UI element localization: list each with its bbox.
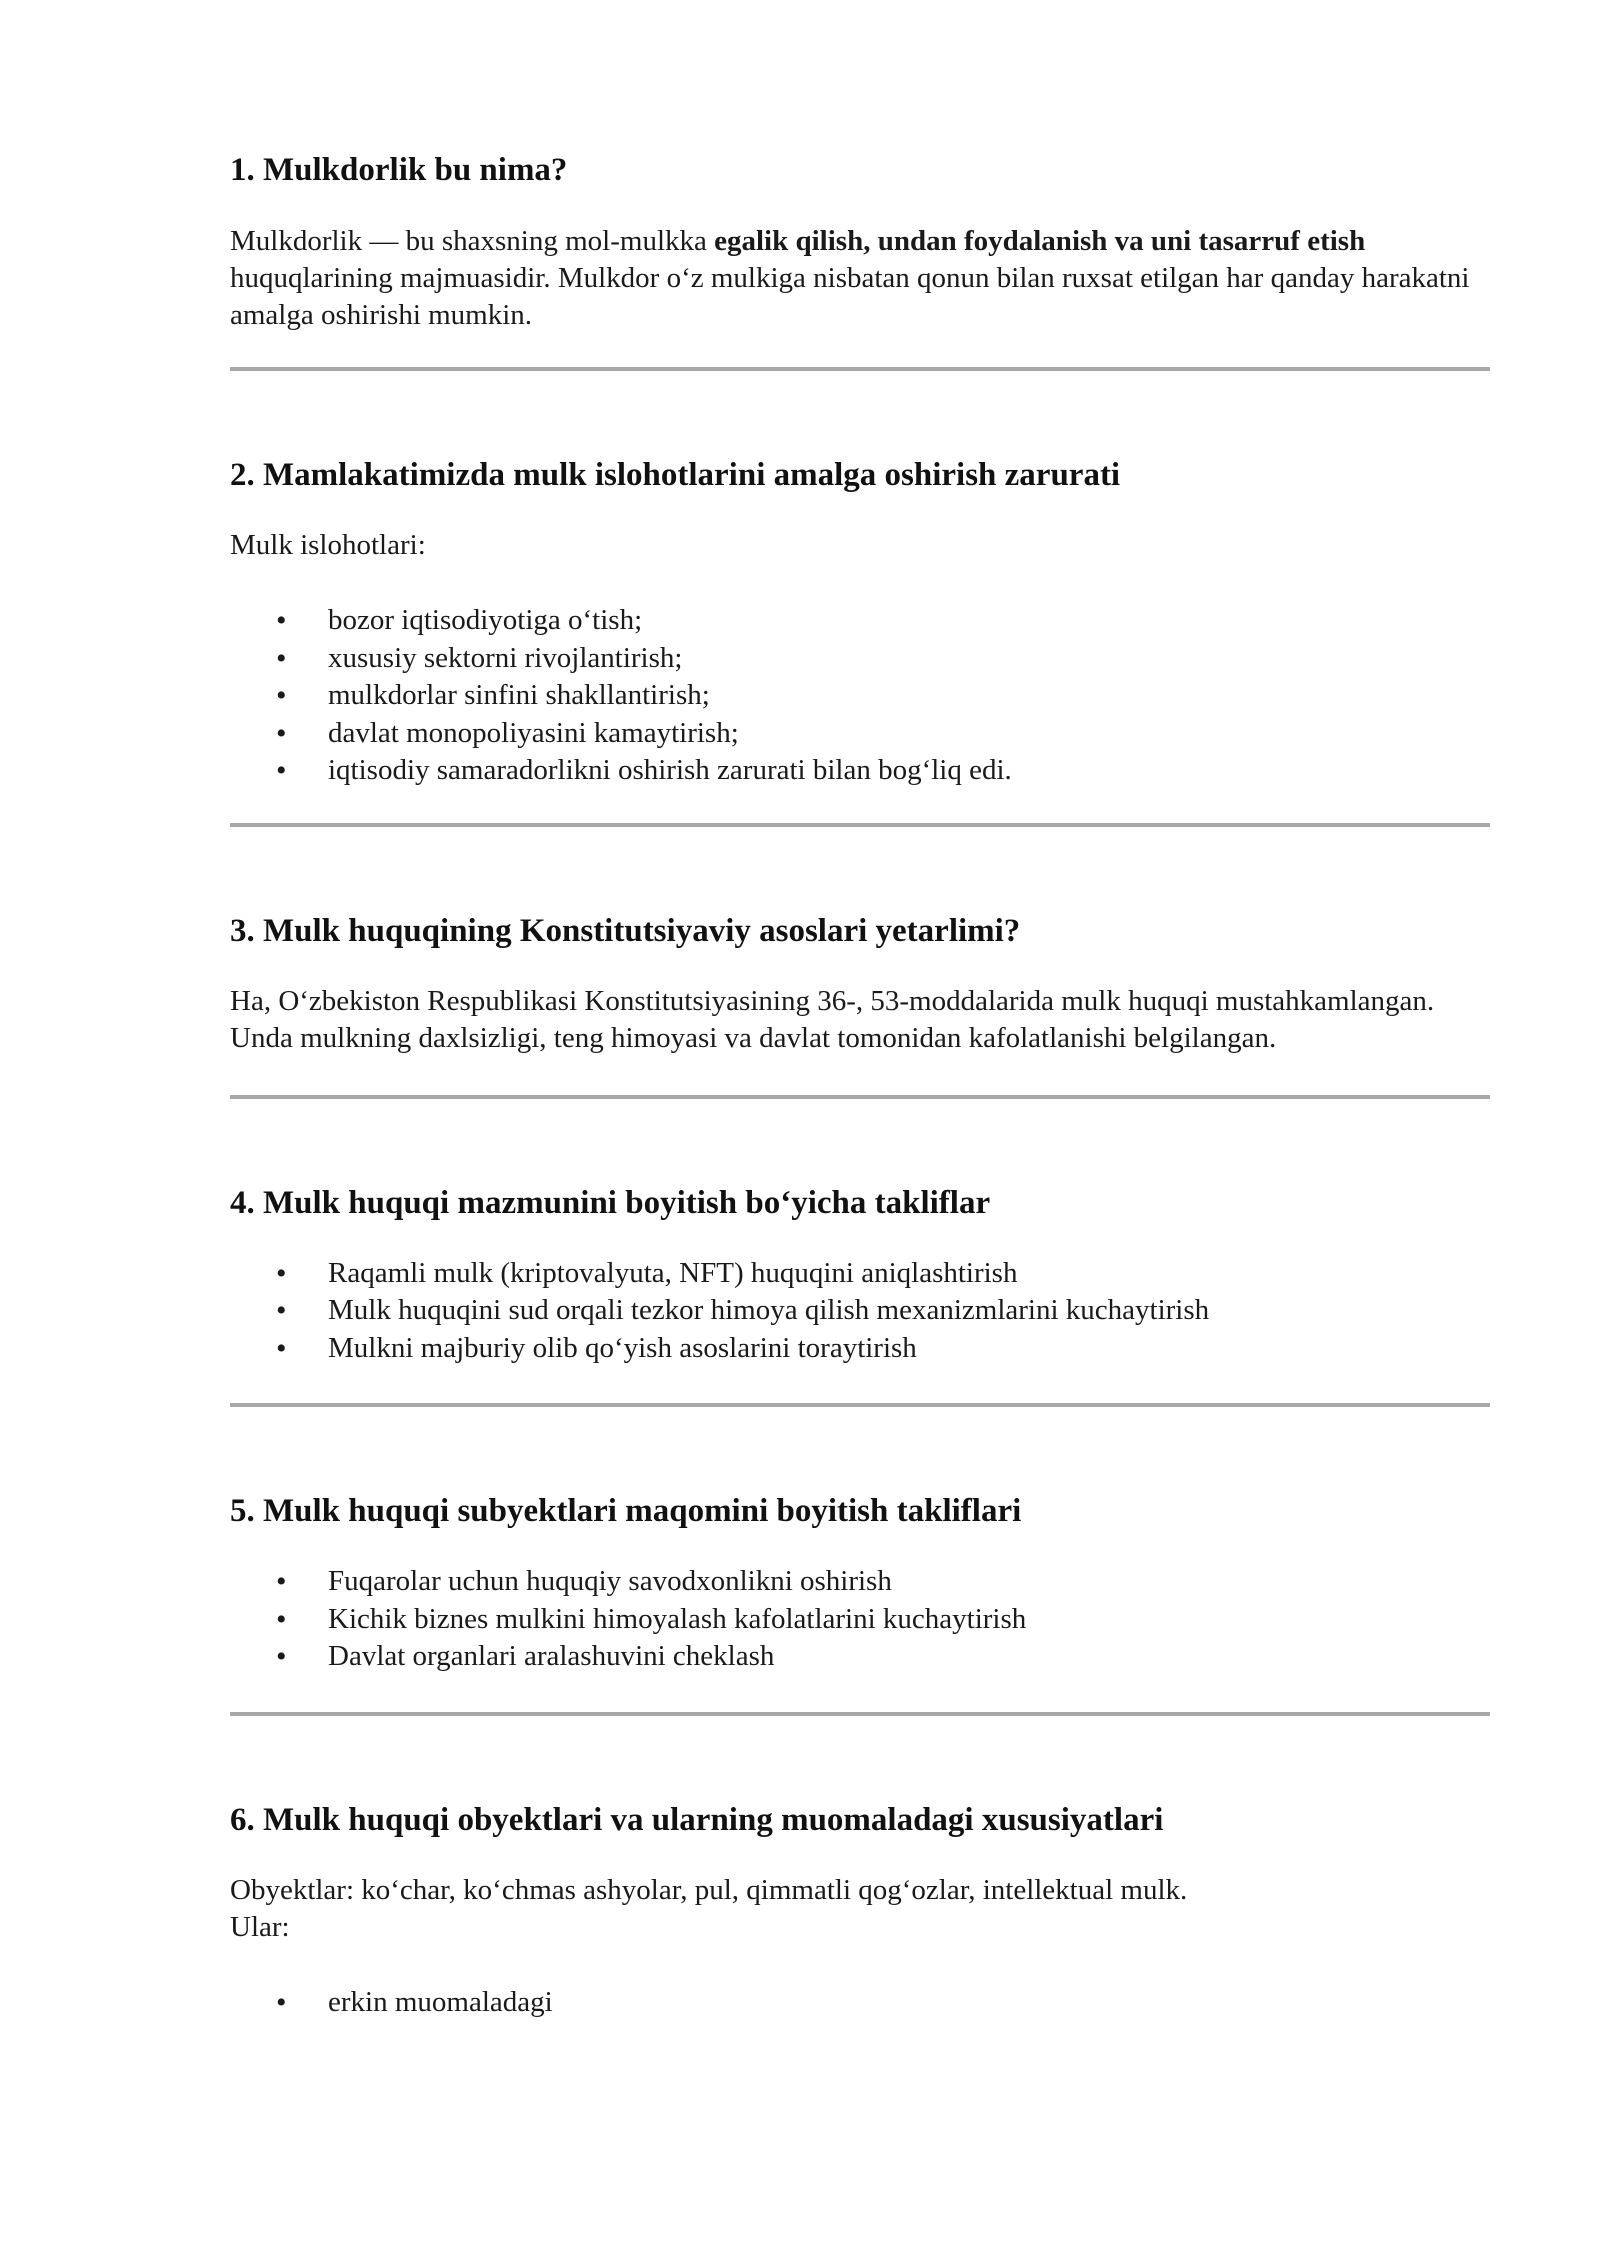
section-6-list [230, 1984, 1490, 2022]
section-divider [230, 1403, 1490, 1407]
section-divider [230, 1712, 1490, 1716]
section-1-heading: 1. Mulkdorlik bu nima? [230, 152, 568, 188]
section-6 [230, 1800, 1490, 2022]
section-2 [230, 455, 1490, 827]
list-item: • Raqamli mulk (kriptovalyuta, NFT) huquqini aniqlashtirish [230, 1255, 1490, 1293]
section-1-paragraph-bold: egalik qilish, undan foydalanish va uni tasarruf etish [714, 225, 1366, 257]
list-item: • Davlat organlari aralashuvini cheklash [230, 1638, 1490, 1676]
section-4 [230, 1183, 1490, 1408]
section-1-paragraph [230, 223, 1490, 334]
list-item: • Mulkni majburiy olib qo‘yish asoslarini toraytirish [230, 1330, 1490, 1368]
list-item: • iqtisodiy samaradorlikni oshirish zarurati bilan bog‘liq edi. [230, 752, 1490, 790]
section-3-paragraph: Ha, O‘zbekiston Respublikasi Konstitutsiyasining 36-, 53-moddalarida mulk huquqi mustahkamlangan. Unda mulkning daxlsizligi, teng himoyasi va davlat tomonidan kafolatlanishi belgilangan. [230, 984, 1435, 1054]
list-item: • Fuqarolar uchun huquqiy savodxonlikni oshirish [230, 1563, 1490, 1601]
section-1 [230, 150, 1490, 371]
section-3 [230, 911, 1490, 1099]
section-2-list [230, 602, 1490, 790]
section-5-list [230, 1563, 1490, 1676]
list-item: • davlat monopoliyasini kamaytirish; [230, 715, 1490, 753]
section-5 [230, 1491, 1490, 1716]
list-item: • bozor iqtisodiyotiga o‘tish; [230, 602, 1490, 640]
section-2-heading: 2. Mamlakatimizda mulk islohotlarini amalga oshirish zarurati [230, 457, 1121, 493]
section-2-intro: Mulk islohotlari: [230, 529, 426, 561]
list-item: • xususiy sektorni rivojlantirish; [230, 640, 1490, 678]
section-3-heading: 3. Mulk huquqining Konstitutsiyaviy asoslari yetarlimi? [230, 912, 1021, 949]
section-6-heading: 6. Mulk huquqi obyektlari va ularning muomaladagi xususiyatlari [230, 1801, 1164, 1838]
section-4-heading: 4. Mulk huquqi mazmunini boyitish bo‘yicha takliflar [230, 1184, 991, 1221]
section-4-list [230, 1255, 1490, 1368]
document-page [230, 150, 1490, 2021]
section-divider [230, 1095, 1490, 1099]
list-item: • Kichik biznes mulkini himoyalash kafolatlarini kuchaytirish [230, 1601, 1490, 1639]
section-1-paragraph-lead: Mulkdorlik — bu shaxsning mol-mulkka [230, 225, 715, 257]
section-6-paragraph-line-1: Obyektlar: ko‘char, ko‘chmas ashyolar, pul, qimmatli qog‘ozlar, intellektual mulk. [230, 1873, 1188, 1906]
section-6-paragraph [230, 1872, 1490, 1946]
section-1-paragraph-rest: huquqlarining majmuasidir. Mulkdor o‘z mulkiga nisbatan qonun bilan ruxsat etilgan har qanday harakatni amalga oshirishi mumkin. [230, 262, 1470, 331]
section-divider [230, 823, 1490, 827]
list-item: • Mulk huquqini sud orqali tezkor himoya qilish mexanizmlarini kuchaytirish [230, 1292, 1490, 1330]
section-6-paragraph-line-2: Ular: [230, 1910, 290, 1943]
list-item: • erkin muomaladagi [230, 1984, 1490, 2022]
section-divider [230, 367, 1490, 371]
section-5-heading: 5. Mulk huquqi subyektlari maqomini boyitish takliflari [230, 1493, 1022, 1529]
list-item: • mulkdorlar sinfini shakllantirish; [230, 677, 1490, 715]
